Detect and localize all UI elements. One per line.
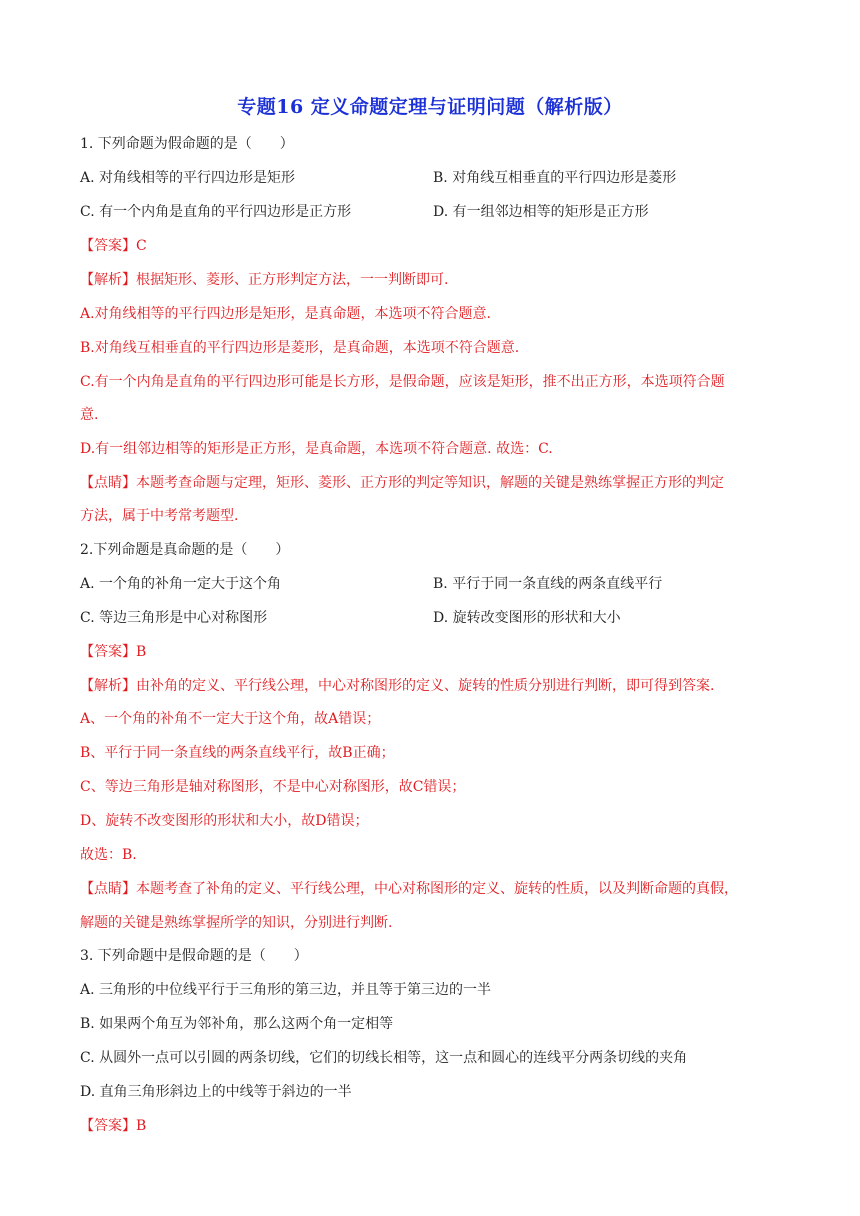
q2-comment (80, 879, 738, 899)
q1-answer (80, 236, 147, 256)
q2-explanation-c: C、等边三角形是轴对称图形，不是中心对称图形，故C错误； (80, 779, 466, 795)
q1-comment-cont: 方法，属于中考常考题型. (80, 508, 239, 524)
q2-option-b: B. 平行于同一条直线的两条直线平行 (433, 576, 663, 592)
q1-option-b: B. 对角线互相垂直的平行四边形是菱形 (433, 170, 677, 186)
answer-value: B (136, 644, 147, 660)
q1-explanation-a: A.对角线相等的平行四边形是矩形，是真命题，本选项不符合题意. (80, 306, 492, 322)
q2-explanation-a: A、一个角的补角不一定大于这个角，故A错误； (80, 711, 381, 727)
answer-label: 【答案】 (80, 1118, 136, 1134)
q3-stem: 3. 下列命题中是假命题的是（ ） (80, 948, 308, 964)
q3-answer (80, 1116, 146, 1136)
q3-option-b: B. 如果两个角互为邻补角，那么这两个角一定相等 (80, 1016, 394, 1032)
q1-explanation-b: B.对角线互相垂直的平行四边形是菱形，是真命题，本选项不符合题意. (80, 340, 520, 356)
q1-option-d: D. 有一组邻边相等的矩形是正方形 (433, 204, 649, 220)
comment-text: 本题考查了补角的定义、平行线公理，中心对称图形的定义、旋转的性质，以及判断命题的真假， (136, 881, 738, 897)
q1-option-c: C. 有一个内角是直角的平行四边形是正方形 (80, 204, 352, 220)
q2-explanation-d: D、旋转不改变图形的形状和大小，故D错误； (80, 813, 369, 829)
q2-comment-cont: 解题的关键是熟练掌握所学的知识，分别进行判断. (80, 915, 393, 931)
q1-explanation-c-cont: 意. (80, 407, 99, 423)
q2-stem: 2.下列命题是真命题的是（ ） (80, 542, 290, 558)
q1-explanation-c: C.有一个内角是直角的平行四边形可能是长方形，是假命题，应该是矩形，推不出正方形，本选项符合题 (80, 374, 725, 390)
q2-option-c: C. 等边三角形是中心对称图形 (80, 610, 268, 626)
q1-comment (80, 473, 724, 493)
q3-option-a: A. 三角形的中位线平行于三角形的第三边，并且等于第三边的一半 (80, 982, 492, 998)
q2-option-d: D. 旋转改变图形的形状和大小 (433, 610, 621, 626)
q2-option-a: A. 一个角的补角一定大于这个角 (80, 576, 282, 592)
analysis-text: 根据矩形、菱形、正方形判定方法，一一判断即可. (136, 272, 449, 288)
analysis-label: 【解析】 (80, 678, 136, 694)
q1-option-a: A. 对角线相等的平行四边形是矩形 (80, 170, 296, 186)
analysis-text: 由补角的定义、平行线公理，中心对称图形的定义、旋转的性质分别进行判断，即可得到答案. (136, 678, 715, 694)
answer-value: B (136, 1118, 147, 1134)
q3-option-c: C. 从圆外一点可以引圆的两条切线，它们的切线长相等，这一点和圆心的连线平分两条切线的夹角 (80, 1050, 688, 1066)
comment-label: 【点睛】 (80, 475, 136, 491)
q2-analysis (80, 676, 714, 696)
q1-explanation-d: D.有一组邻边相等的矩形是正方形，是真命题，本选项不符合题意. 故选：C. (80, 441, 553, 457)
comment-text: 本题考查命题与定理，矩形、菱形、正方形的判定等知识，解题的关键是熟练掌握正方形的判定 (136, 475, 724, 491)
q2-explanation-b: B、平行于同一条直线的两条直线平行，故B正确； (80, 745, 395, 761)
answer-value: C (136, 238, 147, 254)
answer-label: 【答案】 (80, 644, 136, 660)
answer-label: 【答案】 (80, 238, 136, 254)
q2-choice: 故选：B. (80, 847, 137, 863)
q1-analysis (80, 270, 448, 290)
page-title: 专题16 定义命题定理与证明问题（解析版） (237, 96, 623, 118)
q3-option-d: D. 直角三角形斜边上的中线等于斜边的一半 (80, 1084, 352, 1100)
analysis-label: 【解析】 (80, 272, 136, 288)
comment-label: 【点睛】 (80, 881, 136, 897)
q1-stem: 1. 下列命题为假命题的是（ ） (80, 136, 294, 152)
q2-answer (80, 642, 146, 662)
